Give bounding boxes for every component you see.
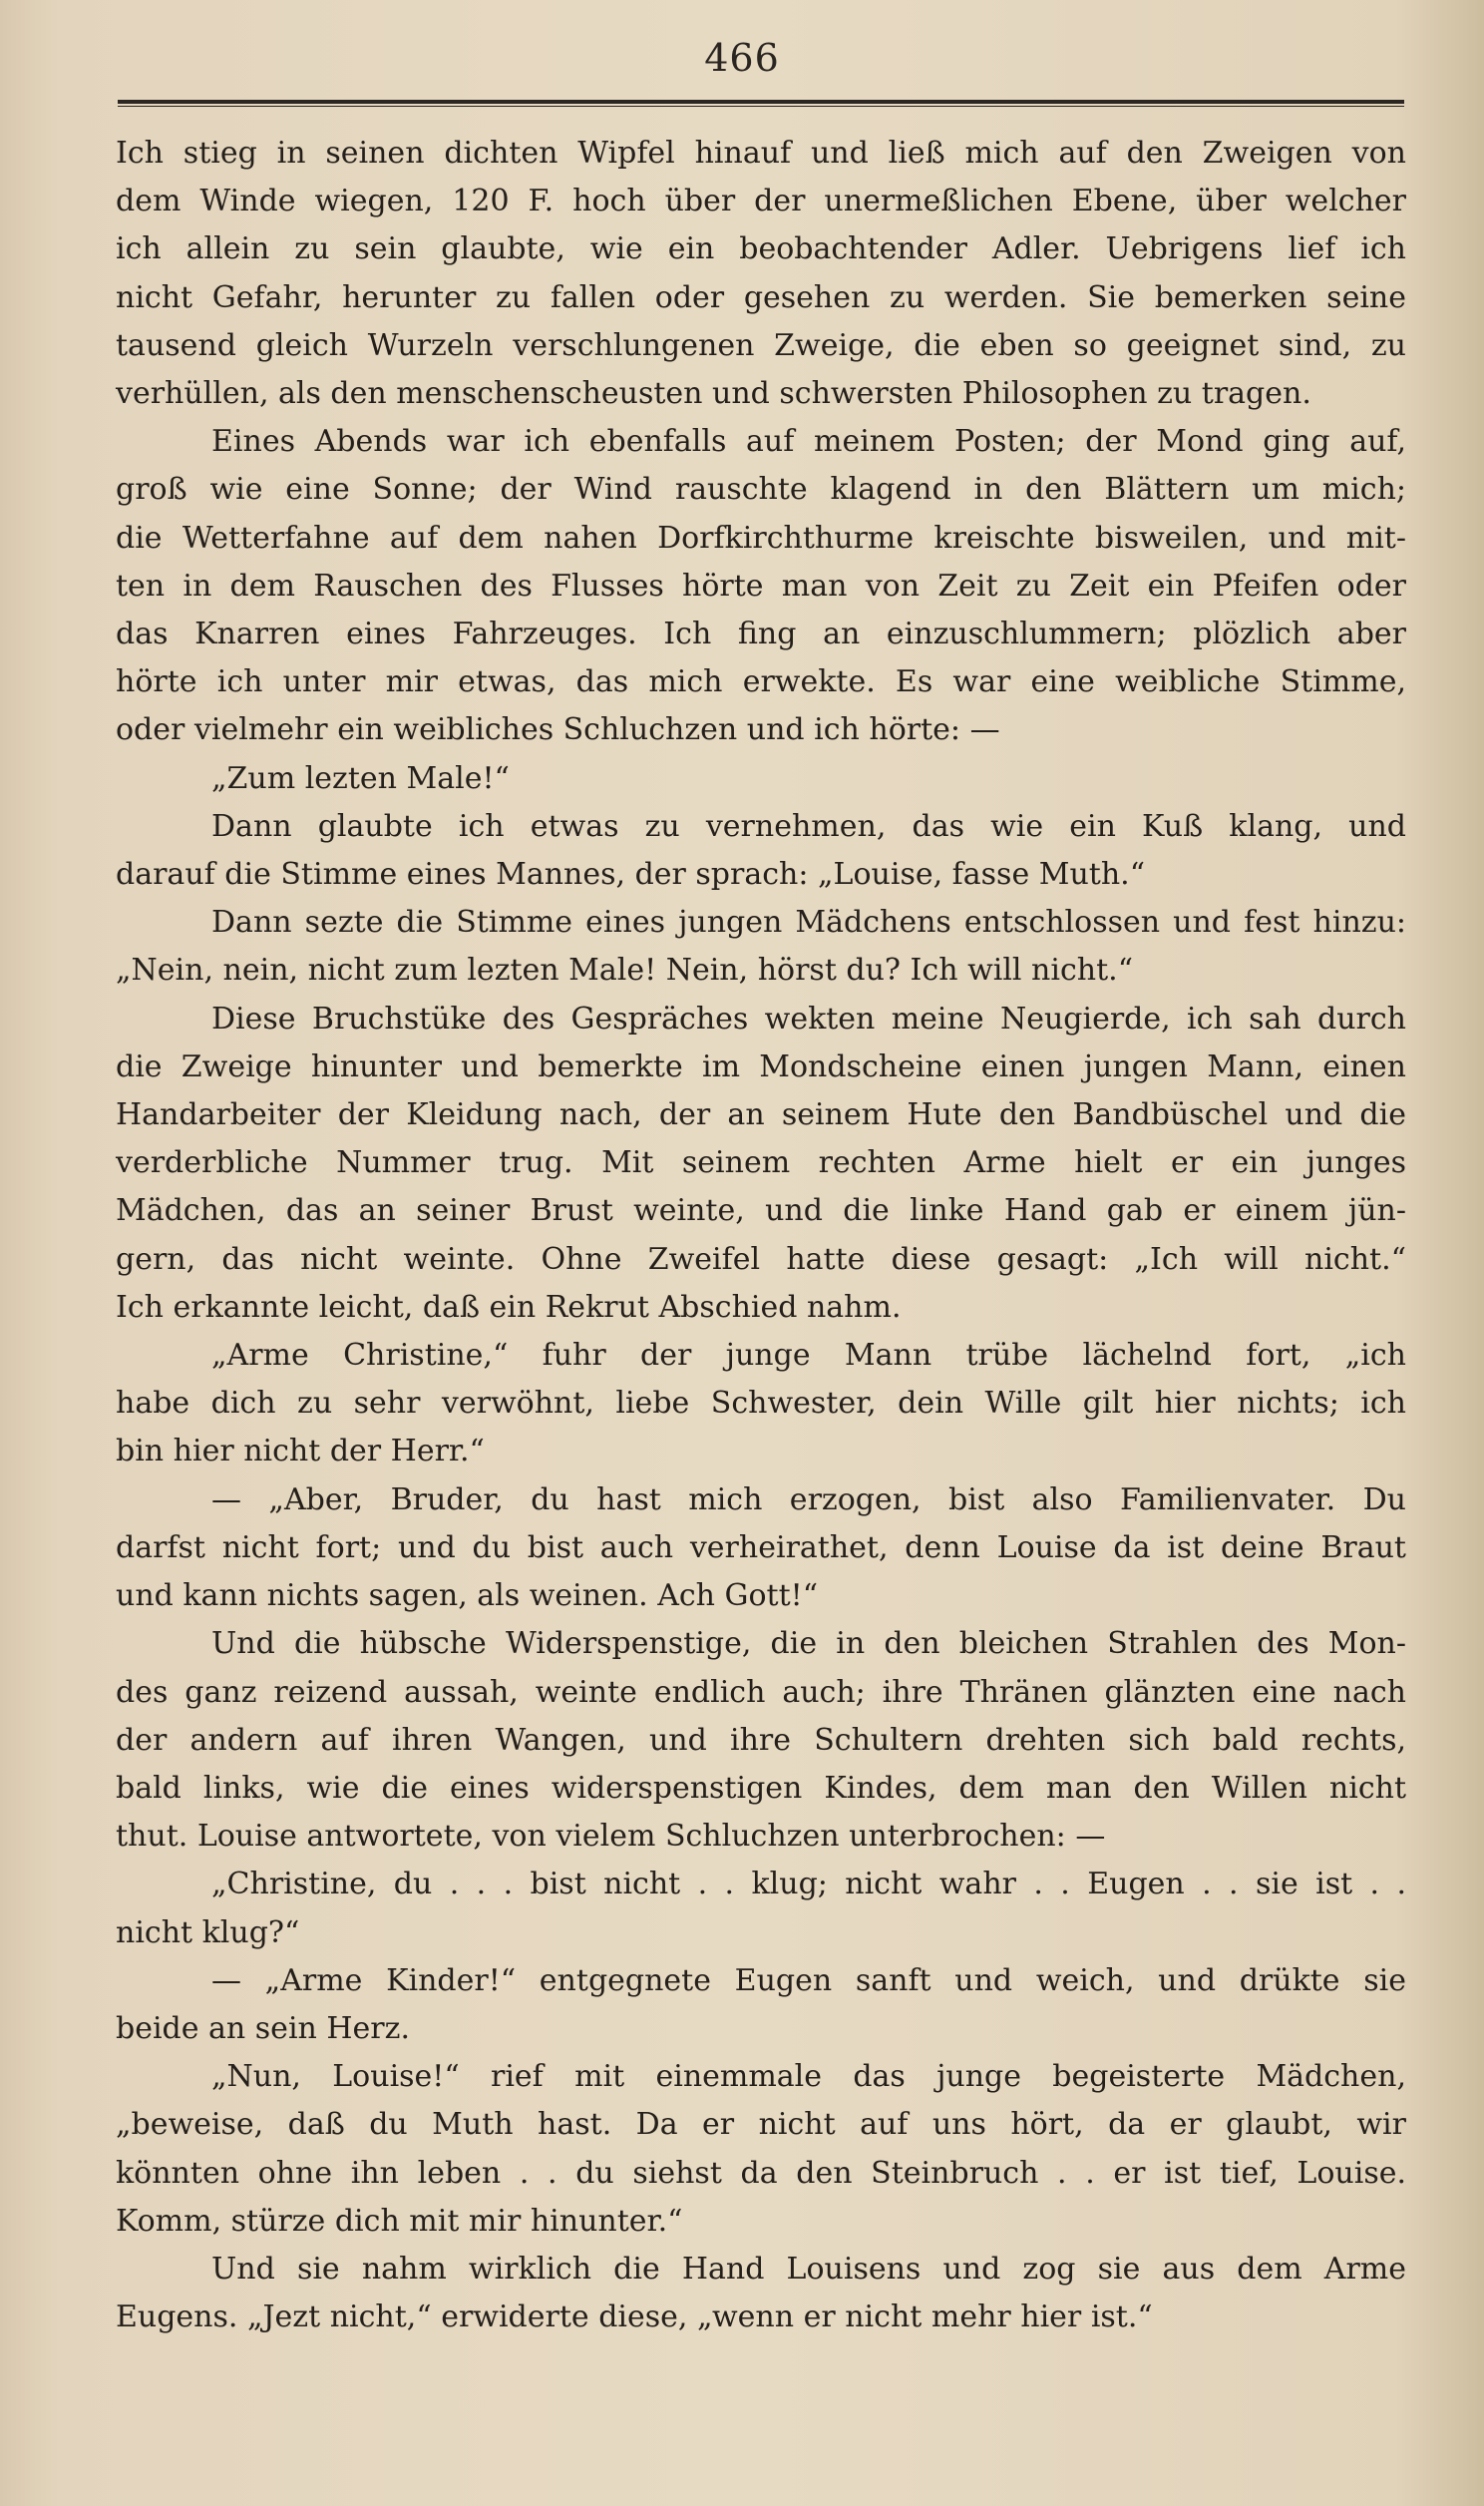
- text-line: thut. Louise antwortete, von vielem Schluchzen unterbrochen: —: [116, 1819, 1106, 1855]
- text-line: könnten ohne ihn leben . . du siehst da den Steinbruch . . er ist tief, Louise.: [116, 2155, 1406, 2191]
- text-line: Eugens. „Jezt nicht,“ erwiderte diese, „wenn er nicht mehr hier ist.“: [116, 2299, 1153, 2335]
- paragraph: [116, 130, 1406, 418]
- text-line: oder vielmehr ein weibliches Schluchzen und ich hörte: —: [116, 712, 1000, 748]
- text-line: dem Winde wiegen, 120 F. hoch über der unermeßlichen Ebene, über welcher: [116, 184, 1406, 219]
- text-line: nicht klug?“: [116, 1914, 300, 1950]
- text-line: habe dich zu sehr verwöhnt, liebe Schwester, dein Wille gilt hier nichts; ich: [116, 1386, 1406, 1422]
- text-line: verhüllen, als den menschenscheusten und schwersten Philosophen zu tragen.: [116, 376, 1311, 412]
- paragraph: [116, 1957, 1406, 2053]
- paragraph: [116, 996, 1406, 1332]
- text-line: Und die hübsche Widerspenstige, die in den bleichen Strahlen des Mon-: [211, 1626, 1406, 1662]
- text-line: Dann sezte die Stimme eines jungen Mädchens entschlossen und fest hinzu:: [211, 905, 1406, 941]
- text-line: darfst nicht fort; und du bist auch verheirathet, denn Louise da ist deine Braut: [116, 1529, 1406, 1565]
- text-line: Mädchen, das an seiner Brust weinte, und die linke Hand gab er einem jün-: [116, 1193, 1406, 1229]
- paragraph: [116, 1620, 1406, 1861]
- text-line: das Knarren eines Fahrzeuges. Ich fing an einzuschlummern; plözlich aber: [116, 617, 1406, 652]
- text-line: beide an sein Herz.: [116, 2010, 410, 2046]
- text-line: nicht Gefahr, herunter zu fallen oder gesehen zu werden. Sie bemerken seine: [116, 279, 1406, 315]
- text-line: Handarbeiter der Kleidung nach, der an seinem Hute den Bandbüschel und die: [116, 1097, 1406, 1133]
- text-line: Komm, stürze dich mit mir hinunter.“: [116, 2203, 683, 2239]
- text-line: Ich stieg in seinen dichten Wipfel hinauf und ließ mich auf den Zweigen von: [116, 136, 1406, 171]
- text-line: „Arme Christine,“ fuhr der junge Mann trübe lächelnd fort, „ich: [211, 1338, 1406, 1374]
- text-line: tausend gleich Wurzeln verschlungenen Zweige, die eben so geeignet sind, zu: [116, 327, 1406, 363]
- paragraph: [116, 803, 1406, 899]
- text-line: „Zum lezten Male!“: [211, 760, 510, 796]
- paragraph: [116, 2246, 1406, 2341]
- paragraph: [116, 418, 1406, 754]
- text-line: Eines Abends war ich ebenfalls auf meinem Posten; der Mond ging auf,: [211, 424, 1406, 460]
- text-line: bald links, wie die eines widerspenstigen Kindes, dem man den Willen nicht: [116, 1770, 1406, 1806]
- text-line: des ganz reizend aussah, weinte endlich auch; ihre Thränen glänzten eine nach: [116, 1674, 1406, 1710]
- text-line: „Nein, nein, nicht zum lezten Male! Nein, hörst du? Ich will nicht.“: [116, 953, 1134, 989]
- paragraph: [116, 755, 1406, 803]
- text-line: „Nun, Louise!“ rief mit einemmale das junge begeisterte Mädchen,: [211, 2059, 1406, 2095]
- paragraph: [116, 1861, 1406, 1956]
- text-line: Ich erkannte leicht, daß ein Rekrut Abschied nahm.: [116, 1289, 902, 1325]
- text-line: Dann glaubte ich etwas zu vernehmen, das wie ein Kuß klang, und: [211, 808, 1406, 844]
- text-line: — „Arme Kinder!“ entgegnete Eugen sanft und weich, und drükte sie: [211, 1962, 1406, 1998]
- text-line: und kann nichts sagen, als weinen. Ach Gott!“: [116, 1578, 819, 1614]
- body-text: [116, 130, 1406, 2341]
- paragraph: [116, 899, 1406, 995]
- text-line: Und sie nahm wirklich die Hand Louisens und zog sie aus dem Arme: [211, 2251, 1406, 2287]
- text-line: verderbliche Nummer trug. Mit seinem rechten Arme hielt er ein junges: [116, 1145, 1406, 1181]
- page-number: 466: [704, 36, 780, 80]
- text-line: ich allein zu sein glaubte, wie ein beobachtender Adler. Uebrigens lief ich: [116, 231, 1406, 267]
- header-rule: [118, 100, 1404, 107]
- paragraph: [116, 1476, 1406, 1621]
- text-line: Diese Bruchstüke des Gespräches wekten meine Neugierde, ich sah durch: [211, 1001, 1406, 1037]
- text-line: die Wetterfahne auf dem nahen Dorfkirchthurme kreischte bisweilen, und mit-: [116, 520, 1406, 556]
- paragraph: [116, 1332, 1406, 1476]
- paragraph: [116, 2053, 1406, 2246]
- text-line: gern, das nicht weinte. Ohne Zweifel hatte diese gesagt: „Ich will nicht.“: [116, 1241, 1406, 1277]
- text-line: „beweise, daß du Muth hast. Da er nicht auf uns hört, da er glaubt, wir: [116, 2107, 1406, 2143]
- text-line: „Christine, du . . . bist nicht . . klug; nicht wahr . . Eugen . . sie ist . .: [211, 1867, 1406, 1902]
- text-line: hörte ich unter mir etwas, das mich erwekte. Es war eine weibliche Stimme,: [116, 664, 1406, 700]
- text-line: groß wie eine Sonne; der Wind rauschte klagend in den Blättern um mich;: [116, 472, 1406, 508]
- text-line: die Zweige hinunter und bemerkte im Mondscheine einen jungen Mann, einen: [116, 1048, 1406, 1084]
- text-line: ten in dem Rauschen des Flusses hörte man von Zeit zu Zeit ein Pfeifen oder: [116, 568, 1406, 604]
- text-line: bin hier nicht der Herr.“: [116, 1434, 485, 1469]
- text-line: darauf die Stimme eines Mannes, der sprach: „Louise, fasse Muth.“: [116, 857, 1146, 893]
- text-line: — „Aber, Bruder, du hast mich erzogen, bist also Familienvater. Du: [211, 1481, 1406, 1517]
- text-line: der andern auf ihren Wangen, und ihre Schultern drehten sich bald rechts,: [116, 1722, 1406, 1758]
